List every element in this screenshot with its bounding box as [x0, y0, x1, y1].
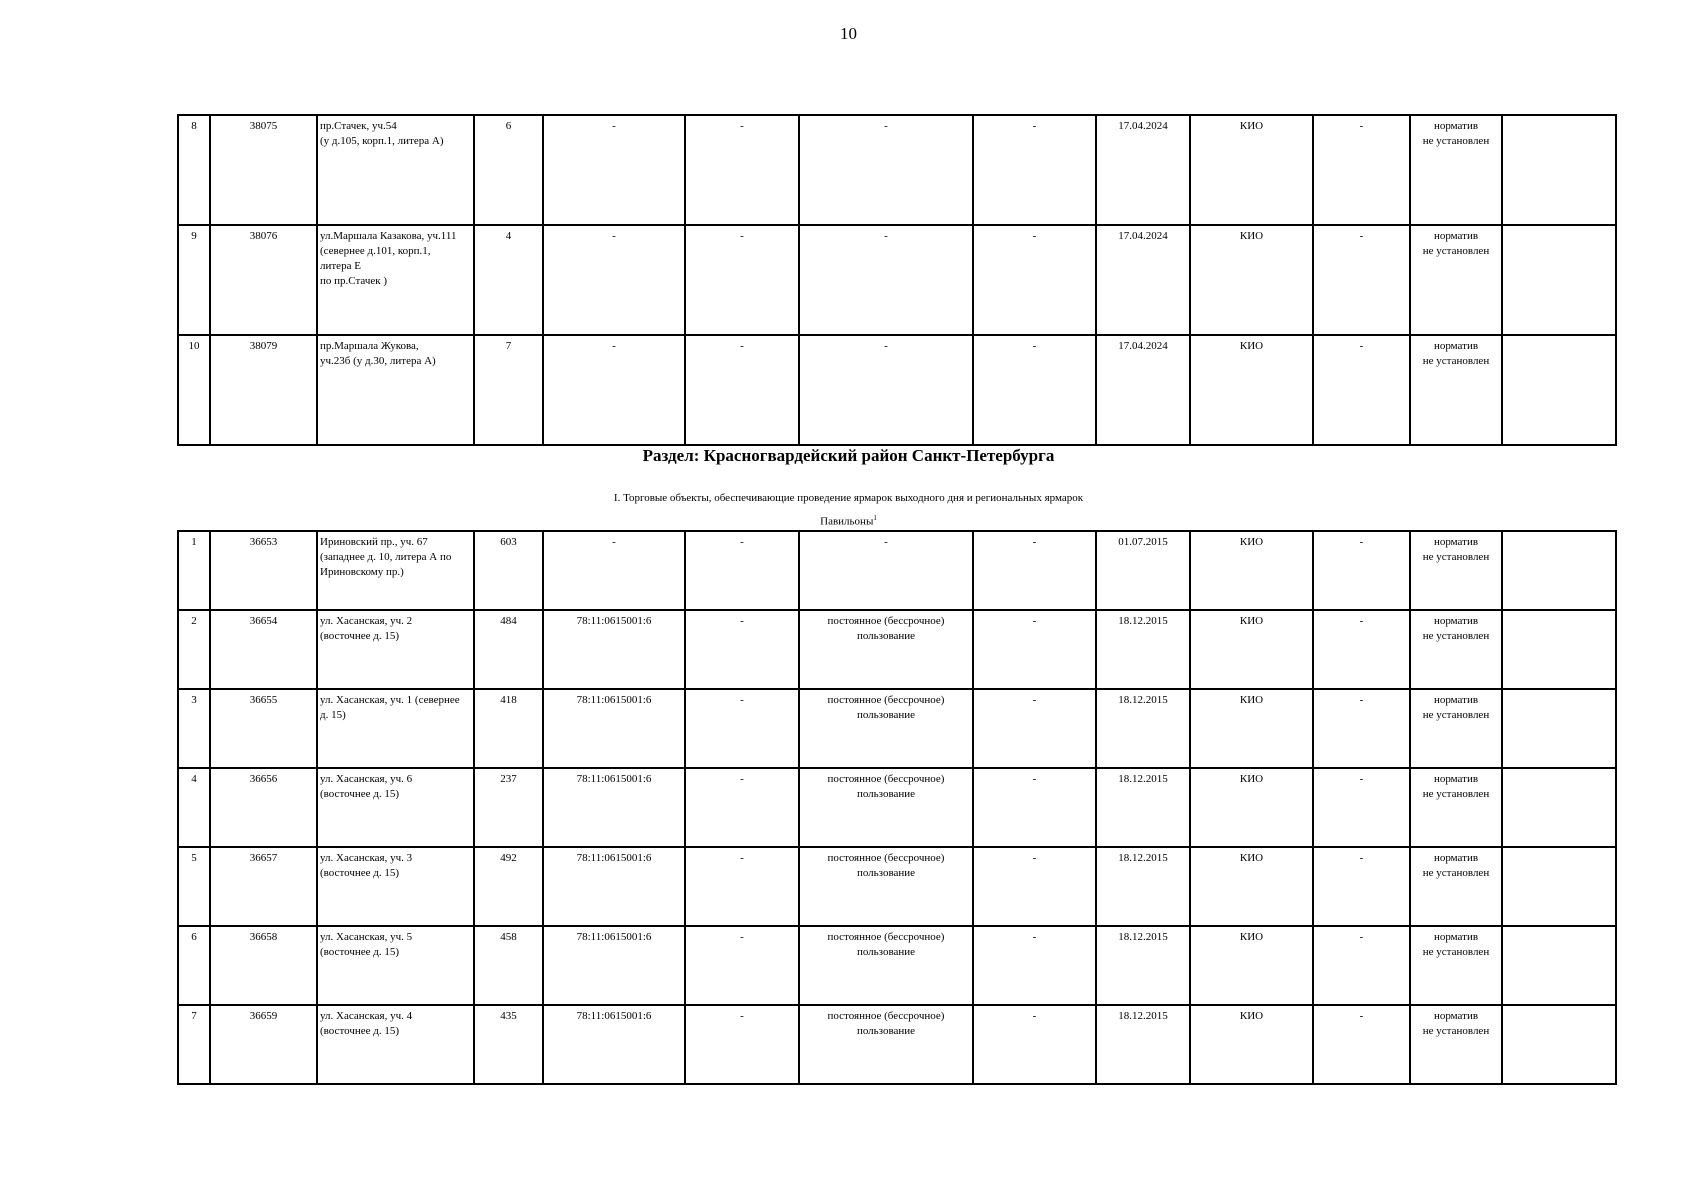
cell-area: 603	[474, 531, 543, 610]
cell-col6: -	[685, 531, 799, 610]
cell-col6: -	[685, 847, 799, 926]
category-title	[0, 514, 1697, 528]
cell-norm: норматив не установлен	[1410, 847, 1502, 926]
cell-date: 18.12.2015	[1096, 1005, 1190, 1084]
cell-cadastral-number: -	[543, 225, 685, 335]
cell-cadastral-number: -	[543, 335, 685, 445]
cell-area: 4	[474, 225, 543, 335]
cell-code: 36656	[210, 768, 317, 847]
cell-code: 36654	[210, 610, 317, 689]
table-row	[178, 926, 1616, 1005]
cell-area: 6	[474, 115, 543, 225]
category-title-text: Павильоны	[820, 515, 874, 528]
cell-cadastral-number: 78:11:0615001:6	[543, 926, 685, 1005]
cell-norm: норматив не установлен	[1410, 768, 1502, 847]
cell-owner: КИО	[1190, 768, 1313, 847]
cell-norm: норматив не установлен	[1410, 926, 1502, 1005]
cell-code: 36653	[210, 531, 317, 610]
cell-number: 10	[178, 335, 210, 445]
cell-col11: -	[1313, 115, 1410, 225]
cell-col6: -	[685, 689, 799, 768]
cell-date: 01.07.2015	[1096, 531, 1190, 610]
cell-col11: -	[1313, 926, 1410, 1005]
cell-col13	[1502, 847, 1616, 926]
table-row	[178, 768, 1616, 847]
cell-date: 17.04.2024	[1096, 115, 1190, 225]
cell-number: 4	[178, 768, 210, 847]
cell-col8: -	[973, 610, 1096, 689]
cell-code: 36655	[210, 689, 317, 768]
cell-norm: норматив не установлен	[1410, 1005, 1502, 1084]
cell-col13	[1502, 335, 1616, 445]
cell-col11: -	[1313, 335, 1410, 445]
cell-norm: норматив не установлен	[1410, 115, 1502, 225]
cell-owner: КИО	[1190, 115, 1313, 225]
cell-address: Ириновский пр., уч. 67 (западнее д. 10, литера А по Ириновскому пр.)	[317, 531, 474, 610]
cell-col6: -	[685, 610, 799, 689]
cell-land-right: -	[799, 531, 973, 610]
cell-col8: -	[973, 847, 1096, 926]
cell-address: ул.Маршала Казакова, уч.111 (севернее д.101, корп.1, литера Е по пр.Стачек )	[317, 225, 474, 335]
cell-col8: -	[973, 225, 1096, 335]
cell-number: 6	[178, 926, 210, 1005]
cell-number: 3	[178, 689, 210, 768]
cell-land-right: постоянное (бессрочное) пользование	[799, 610, 973, 689]
cell-date: 18.12.2015	[1096, 689, 1190, 768]
cell-area: 492	[474, 847, 543, 926]
cell-owner: КИО	[1190, 531, 1313, 610]
cell-code: 38075	[210, 115, 317, 225]
cell-col11: -	[1313, 689, 1410, 768]
cell-owner: КИО	[1190, 847, 1313, 926]
cell-col8: -	[973, 689, 1096, 768]
cell-address: ул. Хасанская, уч. 2 (восточнее д. 15)	[317, 610, 474, 689]
table-row	[178, 1005, 1616, 1084]
cell-code: 36658	[210, 926, 317, 1005]
cell-col13	[1502, 926, 1616, 1005]
cell-area: 484	[474, 610, 543, 689]
cell-col13	[1502, 115, 1616, 225]
cell-date: 18.12.2015	[1096, 926, 1190, 1005]
cell-code: 38076	[210, 225, 317, 335]
subsection-title: I. Торговые объекты, обеспечивающие проведение ярмарок выходного дня и региональных ярмарок	[613, 492, 1084, 504]
cell-land-right: постоянное (бессрочное) пользование	[799, 1005, 973, 1084]
cell-owner: КИО	[1190, 689, 1313, 768]
table-row	[178, 847, 1616, 926]
cell-col11: -	[1313, 225, 1410, 335]
table-row	[178, 610, 1616, 689]
cell-address: ул. Хасанская, уч. 5 (восточнее д. 15)	[317, 926, 474, 1005]
cell-col6: -	[685, 225, 799, 335]
table-row	[178, 335, 1616, 445]
cell-cadastral-number: 78:11:0615001:6	[543, 610, 685, 689]
cell-code: 38079	[210, 335, 317, 445]
cell-date: 18.12.2015	[1096, 610, 1190, 689]
cell-col6: -	[685, 115, 799, 225]
cell-cadastral-number: 78:11:0615001:6	[543, 1005, 685, 1084]
cell-land-right: -	[799, 225, 973, 335]
cell-address: ул. Хасанская, уч. 1 (севернее д. 15)	[317, 689, 474, 768]
table-row	[178, 531, 1616, 610]
cell-code: 36657	[210, 847, 317, 926]
cell-land-right: постоянное (бессрочное) пользование	[799, 847, 973, 926]
cell-col13	[1502, 225, 1616, 335]
cell-land-right: постоянное (бессрочное) пользование	[799, 768, 973, 847]
cell-number: 8	[178, 115, 210, 225]
cell-col13	[1502, 689, 1616, 768]
cell-col11: -	[1313, 847, 1410, 926]
cell-land-right: постоянное (бессрочное) пользование	[799, 926, 973, 1005]
cell-norm: норматив не установлен	[1410, 225, 1502, 335]
cell-area: 237	[474, 768, 543, 847]
cell-address: ул. Хасанская, уч. 4 (восточнее д. 15)	[317, 1005, 474, 1084]
cell-col11: -	[1313, 1005, 1410, 1084]
cell-norm: норматив не установлен	[1410, 689, 1502, 768]
cell-owner: КИО	[1190, 926, 1313, 1005]
table-row	[178, 689, 1616, 768]
cell-cadastral-number: -	[543, 531, 685, 610]
cell-area: 418	[474, 689, 543, 768]
cell-number: 7	[178, 1005, 210, 1084]
cell-owner: КИО	[1190, 610, 1313, 689]
cell-col8: -	[973, 768, 1096, 847]
cell-norm: норматив не установлен	[1410, 610, 1502, 689]
cell-code: 36659	[210, 1005, 317, 1084]
cell-col6: -	[685, 926, 799, 1005]
cell-cadastral-number: 78:11:0615001:6	[543, 689, 685, 768]
cell-owner: КИО	[1190, 1005, 1313, 1084]
cell-owner: КИО	[1190, 335, 1313, 445]
cell-col6: -	[685, 768, 799, 847]
cell-land-right: -	[799, 115, 973, 225]
cell-date: 17.04.2024	[1096, 225, 1190, 335]
cell-col6: -	[685, 1005, 799, 1084]
cell-cadastral-number: -	[543, 115, 685, 225]
cell-date: 18.12.2015	[1096, 768, 1190, 847]
cell-address: ул. Хасанская, уч. 3 (восточнее д. 15)	[317, 847, 474, 926]
cell-col13	[1502, 531, 1616, 610]
cell-area: 458	[474, 926, 543, 1005]
cell-col13	[1502, 610, 1616, 689]
cell-norm: норматив не установлен	[1410, 531, 1502, 610]
table-row	[178, 115, 1616, 225]
table-b	[177, 530, 1617, 1085]
cell-col11: -	[1313, 610, 1410, 689]
cell-land-right: -	[799, 335, 973, 445]
cell-col8: -	[973, 1005, 1096, 1084]
cell-col8: -	[973, 926, 1096, 1005]
cell-address: пр.Стачек, уч.54 (у д.105, корп.1, литера А)	[317, 115, 474, 225]
cell-number: 9	[178, 225, 210, 335]
cell-cadastral-number: 78:11:0615001:6	[543, 847, 685, 926]
cell-col11: -	[1313, 768, 1410, 847]
cell-norm: норматив не установлен	[1410, 335, 1502, 445]
category-footnote-mark: 1	[873, 514, 877, 522]
cell-land-right: постоянное (бессрочное) пользование	[799, 689, 973, 768]
cell-col11: -	[1313, 531, 1410, 610]
cell-area: 435	[474, 1005, 543, 1084]
cell-col13	[1502, 768, 1616, 847]
table-row	[178, 225, 1616, 335]
cell-address: пр.Маршала Жукова, уч.23б (у д.30, литера А)	[317, 335, 474, 445]
section-title: Раздел: Красногвардейский район Санкт-Петербурга	[642, 446, 1055, 465]
cell-number: 1	[178, 531, 210, 610]
table-a	[177, 114, 1617, 446]
cell-cadastral-number: 78:11:0615001:6	[543, 768, 685, 847]
cell-owner: КИО	[1190, 225, 1313, 335]
cell-col8: -	[973, 335, 1096, 445]
cell-col8: -	[973, 115, 1096, 225]
cell-area: 7	[474, 335, 543, 445]
cell-col6: -	[685, 335, 799, 445]
cell-number: 2	[178, 610, 210, 689]
cell-col8: -	[973, 531, 1096, 610]
cell-number: 5	[178, 847, 210, 926]
cell-col13	[1502, 1005, 1616, 1084]
page-number: 10	[840, 24, 857, 43]
cell-address: ул. Хасанская, уч. 6 (восточнее д. 15)	[317, 768, 474, 847]
cell-date: 18.12.2015	[1096, 847, 1190, 926]
cell-date: 17.04.2024	[1096, 335, 1190, 445]
